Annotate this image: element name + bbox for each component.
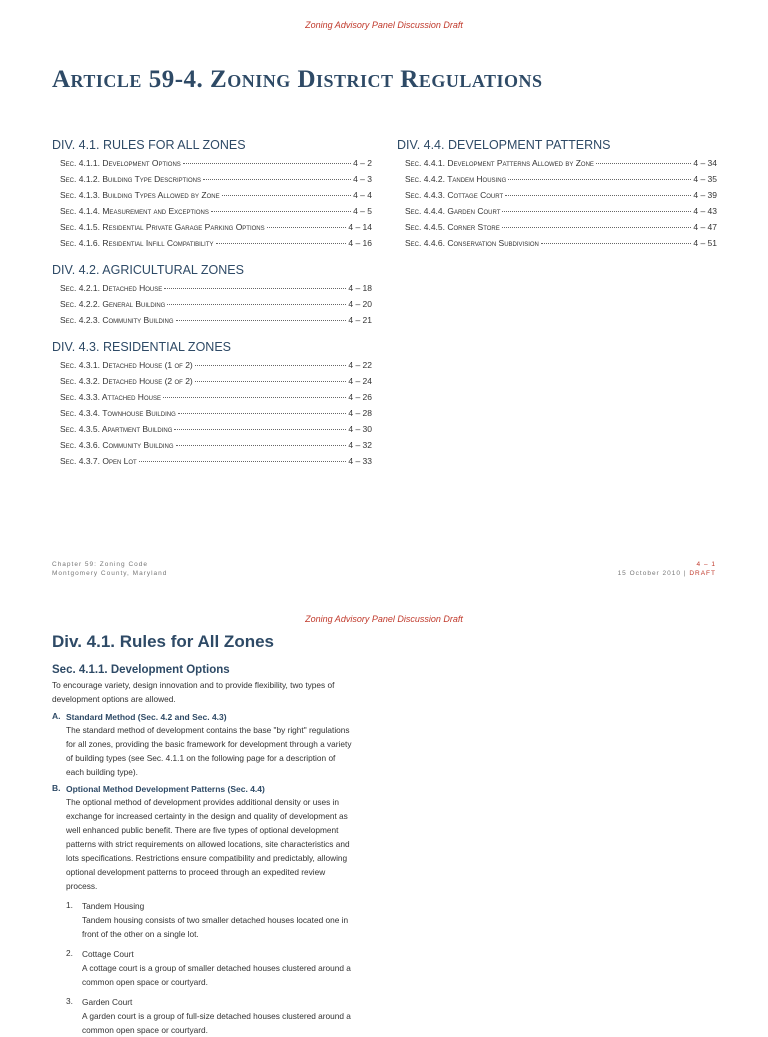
toc-leader: [174, 429, 346, 430]
toc-page: 4 – 3: [353, 174, 372, 184]
toc-page: 4 – 20: [348, 299, 372, 309]
toc-page: 4 – 24: [348, 376, 372, 386]
item-text: The standard method of development contains the base "by right" regulations for all zones, providing the basic framework for development through a variety of building types (see Sec. 4.1.1 on the following page for a description of each building type).: [66, 725, 352, 777]
footer-date: 15 October 2010: [617, 570, 681, 577]
toc-label: Sec. 4.1.4. Measurement and Exceptions: [60, 206, 209, 216]
item-letter: B.: [52, 783, 61, 793]
subitem-text: Tandem housing consists of two smaller detached houses located one in front of the other on a single lot.: [82, 915, 349, 939]
toc-label: Sec. 4.4.5. Corner Store: [405, 222, 500, 232]
toc-page: 4 – 14: [348, 222, 372, 232]
toc-leader: [195, 365, 347, 366]
footer-left: [52, 560, 167, 578]
subitem-text: A cottage court is a group of smaller detached houses clustered around a common open space or courtyard.: [82, 963, 351, 987]
toc-label: Sec. 4.3.7. Open Lot: [60, 456, 137, 466]
toc-label: Sec. 4.1.3. Building Types Allowed by Zone: [60, 190, 220, 200]
toc-page: 4 – 26: [348, 392, 372, 402]
toc-label: Sec. 4.1.2. Building Type Descriptions: [60, 174, 201, 184]
toc-page: 4 – 18: [348, 283, 372, 293]
toc-label: Sec. 4.1.1. Development Options: [60, 158, 181, 168]
toc-leader: [139, 461, 347, 462]
div-heading: DIV. 4.4. DEVELOPMENT PATTERNS: [397, 138, 611, 152]
toc-div-4-3: [52, 340, 372, 472]
div-title: Div. 4.1. Rules for All Zones: [52, 632, 274, 651]
toc-entry[interactable]: [52, 174, 372, 190]
toc-label: Sec. 4.4.2. Tandem Housing: [405, 174, 507, 184]
draft-header-page2: Zoning Advisory Panel Discussion Draft: [305, 614, 463, 624]
toc-entry[interactable]: [52, 376, 372, 392]
toc-label: Sec. 4.1.5. Residential Private Garage Parking Options: [60, 222, 265, 232]
toc-leader: [176, 320, 347, 321]
toc-page: 4 – 43: [693, 206, 717, 216]
toc-div-4-2: [52, 263, 372, 331]
div-heading: DIV. 4.2. AGRICULTURAL ZONES: [52, 263, 244, 277]
toc-page: 4 – 51: [693, 238, 717, 248]
toc-entry[interactable]: [52, 158, 372, 174]
toc-entry[interactable]: [52, 222, 372, 238]
toc-page: 4 – 21: [348, 315, 372, 325]
draft-header: Zoning Advisory Panel Discussion Draft: [305, 20, 463, 30]
toc-entry[interactable]: [52, 440, 372, 456]
toc-label: Sec. 4.3.3. Attached House: [60, 392, 161, 402]
item-title: Optional Method Development Patterns (Sec. 4.4): [66, 784, 265, 794]
toc-leader: [502, 227, 692, 228]
subitem-title: Garden Court: [82, 997, 133, 1007]
toc-page: 4 – 39: [693, 190, 717, 200]
toc-label: Sec. 4.2.2. General Building: [60, 299, 166, 309]
item-letter: A.: [52, 711, 61, 721]
intro-text: To encourage variety, design innovation and to provide flexibility, two types of development options are allowed.: [52, 680, 335, 704]
div-heading: DIV. 4.3. RESIDENTIAL ZONES: [52, 340, 231, 354]
toc-label: Sec. 4.3.5. Apartment Building: [60, 424, 173, 434]
toc-page: 4 – 4: [353, 190, 372, 200]
toc-label: Sec. 4.4.4. Garden Court: [405, 206, 501, 216]
toc-page: 4 – 28: [348, 408, 372, 418]
item-standard-method: [52, 711, 352, 779]
item-text: The optional method of development provides additional density or uses in exchange for increased certainty in the design and quality of development as well enhanced public benefit. There are five types of optional development patterns with strict requirements on allowed locations, site characteristics and lots specifications. Restrictions ensure compatibility and predictably, allowing optional development patterns to proceed through an expedited review process.: [66, 797, 350, 891]
footer-separator: |: [683, 570, 687, 577]
toc-entry[interactable]: [52, 238, 372, 254]
toc-entry[interactable]: [52, 206, 372, 222]
toc-leader: [167, 304, 346, 305]
toc-entry[interactable]: [397, 238, 717, 254]
toc-label: Sec. 4.1.6. Residential Infill Compatibility: [60, 238, 214, 248]
toc-label: Sec. 4.3.6. Community Building: [60, 440, 174, 450]
toc-entry[interactable]: [52, 299, 372, 315]
toc-page: 4 – 30: [348, 424, 372, 434]
toc-entry[interactable]: [397, 158, 717, 174]
toc-left-column: [52, 138, 372, 481]
toc-leader: [216, 243, 347, 244]
toc-entry[interactable]: [397, 190, 717, 206]
footer-page-number: 4 – 1: [696, 561, 716, 568]
toc-leader: [203, 179, 351, 180]
toc-leader: [211, 211, 351, 212]
sec-title: Sec. 4.1.1. Development Options: [52, 664, 230, 676]
toc-entry[interactable]: [52, 283, 372, 299]
toc-label: Sec. 4.4.1. Development Patterns Allowed by Zone: [405, 158, 594, 168]
toc-entry[interactable]: [397, 206, 717, 222]
subitem-text: A garden court is a group of full-size detached houses clustered around a common open space or courtyard.: [82, 1011, 351, 1035]
toc-entry[interactable]: [397, 174, 717, 190]
toc-div-4-4: [397, 138, 717, 254]
subitem-title: Cottage Court: [82, 949, 134, 959]
toc-page: 4 – 33: [348, 456, 372, 466]
footer-right: [618, 560, 716, 578]
toc-div-4-1: [52, 138, 372, 254]
toc-page: 4 – 22: [348, 360, 372, 370]
footer-county: Montgomery County, Maryland: [52, 570, 168, 577]
footer-draft: DRAFT: [689, 570, 716, 577]
toc-page: 4 – 34: [693, 158, 717, 168]
toc-leader: [195, 381, 347, 382]
footer-chapter: Chapter 59: Zoning Code: [52, 561, 148, 568]
toc-entry[interactable]: [52, 456, 372, 472]
toc-leader: [178, 413, 347, 414]
toc-entry[interactable]: [397, 222, 717, 238]
toc-page: 4 – 16: [348, 238, 372, 248]
subitem-number: 2.: [66, 948, 73, 958]
toc-label: Sec. 4.3.2. Detached House (2 of 2): [60, 376, 193, 386]
toc-leader: [505, 195, 691, 196]
toc-page: 4 – 5: [353, 206, 372, 216]
toc-leader: [164, 288, 346, 289]
toc-page: 4 – 2: [353, 158, 372, 168]
toc-entry[interactable]: [52, 315, 372, 331]
toc-label: Sec. 4.2.1. Detached House: [60, 283, 163, 293]
toc-leader: [267, 227, 347, 228]
subitem-title: Tandem Housing: [82, 901, 145, 911]
toc-leader: [183, 163, 351, 164]
toc-label: Sec. 4.2.3. Community Building: [60, 315, 174, 325]
toc-leader: [596, 163, 691, 164]
subitem-cottage-court: [52, 947, 352, 989]
div-heading: DIV. 4.1. RULES FOR ALL ZONES: [52, 138, 246, 152]
toc-leader: [541, 243, 691, 244]
toc-leader: [176, 445, 347, 446]
page2-content: [52, 632, 352, 1037]
item-title: Standard Method (Sec. 4.2 and Sec. 4.3): [66, 712, 227, 722]
toc-leader: [502, 211, 691, 212]
toc-entry[interactable]: [52, 190, 372, 206]
toc-label: Sec. 4.3.4. Townhouse Building: [60, 408, 176, 418]
toc-label: Sec. 4.4.3. Cottage Court: [405, 190, 504, 200]
subitem-number: 1.: [66, 900, 73, 910]
toc-label: Sec. 4.4.6. Conservation Subdivision: [405, 238, 539, 248]
toc-entry[interactable]: [52, 424, 372, 440]
toc-entry[interactable]: [52, 408, 372, 424]
subitem-number: 3.: [66, 996, 73, 1006]
toc-entry[interactable]: [52, 360, 372, 376]
toc-leader: [222, 195, 352, 196]
toc-page: 4 – 35: [693, 174, 717, 184]
toc-page: 4 – 32: [348, 440, 372, 450]
toc-label: Sec. 4.3.1. Detached House (1 of 2): [60, 360, 193, 370]
toc-right-column: [397, 138, 717, 263]
subitem-tandem-housing: [52, 899, 352, 941]
item-optional-method: [52, 783, 352, 893]
toc-leader: [163, 397, 346, 398]
toc-leader: [508, 179, 691, 180]
toc-page: 4 – 47: [693, 222, 717, 232]
subitem-garden-court: [52, 995, 352, 1037]
toc-entry[interactable]: [52, 392, 372, 408]
article-title: Article 59-4. Zoning District Regulations: [52, 66, 543, 93]
